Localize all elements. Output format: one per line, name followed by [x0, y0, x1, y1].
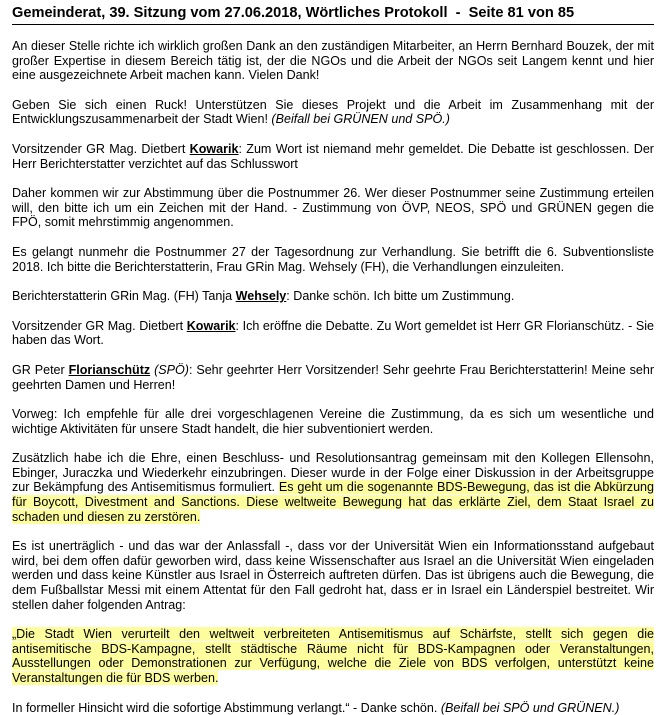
paragraph-text: Zusätzlich habe ich die Ehre, einen Beschluss- und Resolutionsantrag gemeinsam mit den Kollegen Ellensohn, Ebinger, Juraczka und Wiederkehr einzubringen. Dieser wurde in der Folge einer Diskussion in der Arbeitsgruppe zur Bekämpfung des Antisemitismus formuliert.	[12, 451, 654, 495]
speaker-name: Kowarik	[189, 141, 239, 156]
paragraph-6	[12, 289, 654, 304]
paragraph-7	[12, 319, 654, 348]
paragraph-1: An dieser Stelle richte ich wirklich großen Dank an den zuständigen Mitarbeiter, an Herrn Bernhard Bouzek, der mit großer Expertise in diesem Bereich tätig ist, der die NGOs und die Arbeit der NGOs seit Langem kennt und hier eine ausgezeichnete Arbeit machen kann. Vielen Dank!	[12, 39, 654, 83]
highlighted-motion-text: „Die Stadt Wien verurteilt den weltweit verbreiteten Antisemitismus auf Schärfste, stellt sich gegen die antisemitische BDS-Kampagne, stellt städtische Räume nicht für BDS-Kampagnen oder Veranstaltungen, Ausstellungen oder Demonstrationen zur Verfügung, welche die Ziele von BDS verfolgen, unterstützt keine Veranstaltungen die für BDS werben.	[12, 627, 654, 685]
paragraph-13	[12, 701, 654, 715]
speaker-title: Vorsitzender GR Mag. Dietbert	[12, 141, 190, 156]
header-page-number: Seite 81 von 85	[468, 5, 575, 21]
paragraph-4: Daher kommen wir zur Abstimmung über die Postnummer 26. Wer dieser Postnummer seine Zustimmung erteilen will, den bitte ich um ein Zeichen mit der Hand. - Zustimmung von ÖVP, NEOS, SPÖ und GRÜNEN gegen die FPÖ, somit mehrstimmig angenommen.	[12, 186, 654, 230]
paragraph-text: In formeller Hinsicht wird die sofortige Abstimmung verlangt.“ - Danke schön.	[12, 700, 441, 715]
speaker-name: Florianschütz	[68, 362, 151, 377]
paragraph-text: : Zum Wort ist niemand mehr gemeldet. Die Debatte ist geschlossen. Der Herr Berichterstatter verzichtet auf das Schlusswort	[12, 141, 654, 171]
speaker-title: Vorsitzender GR Mag. Dietbert	[12, 318, 187, 333]
paragraph-9: Vorweg: Ich empfehle für alle drei vorgeschlagenen Vereine die Zustimmung, da es sich um wesentliche und wichtige Aktivitäten für unsere Stadt handelt, die hier subventioniert werden.	[12, 407, 654, 436]
protocol-header	[12, 4, 654, 25]
header-separator: -	[447, 5, 469, 21]
paragraph-text: Geben Sie sich einen Ruck! Unterstützen Sie dieses Projekt und die Arbeit im Zusammenhang mit der Entwicklungszusammenarbeit der Stadt Wien!	[12, 97, 654, 127]
speaker-name: Kowarik	[186, 318, 236, 333]
paragraph-text: : Sehr geehrter Herr Vorsitzender! Sehr geehrte Frau Berichterstatterin! Meine sehr geehrten Damen und Herren!	[12, 362, 655, 392]
applause-note: (Beifall bei GRÜNEN und SPÖ.)	[271, 112, 450, 127]
paragraph-text: : Ich eröffne die Debatte. Zu Wort gemeldet ist Herr GR Florianschütz. - Sie haben das Wort.	[12, 318, 654, 348]
paragraph-11: Es ist unerträglich - und das war der Anlassfall -, dass vor der Universität Wien ein Informationsstand aufgebaut wird, bei dem offen dafür geworben wird, dass keine Wissenschafter aus Israel an die Universität Wien eingeladen werden und dass keine Künstler aus Israel in Österreich auftreten dürfen. Das ist übrigens auch die Bewegung, die dem Fußballstar Messi mit einem Attentat für den Fall gedroht hat, dass er in Israel ein Länderspiel bestreitet. Wir stellen daher folgenden Antrag:	[12, 539, 654, 612]
speaker-name: Wehsely	[235, 289, 287, 304]
paragraph-10	[12, 451, 654, 524]
speaker-title: GR Peter	[12, 362, 69, 377]
paragraph-8	[12, 363, 654, 392]
applause-note: (Beifall bei SPÖ und GRÜNEN.)	[440, 700, 620, 715]
paragraph-2	[12, 98, 654, 127]
speaker-party: (SPÖ)	[150, 362, 189, 377]
paragraph-text: : Danke schön. Ich bitte um Zustimmung.	[286, 289, 515, 304]
paragraph-5: Es gelangt nunmehr die Postnummer 27 der Tagesordnung zur Verhandlung. Sie betrifft die 6. Subventionsliste 2018. Ich bitte die Berichterstatterin, Frau GRin Mag. Wehsely (FH), die Verhandlungen einzuleiten.	[12, 244, 654, 274]
header-title: Gemeinderat, 39. Sitzung vom 27.06.2018, Wörtliches Protokoll	[12, 5, 448, 21]
paragraph-3	[12, 142, 654, 171]
speaker-title: Berichterstatterin GRin Mag. (FH) Tanja	[12, 289, 236, 304]
paragraph-12	[12, 627, 654, 685]
highlighted-text: Es geht um die sogenannte BDS-Bewegung, das ist die Abkürzung für Boycott, Divestment and Sanctions. Diese weltweite Bewegung hat das erklärte Ziel, dem Staat Israel zu schaden und diesen zu zerstören.	[12, 480, 654, 524]
